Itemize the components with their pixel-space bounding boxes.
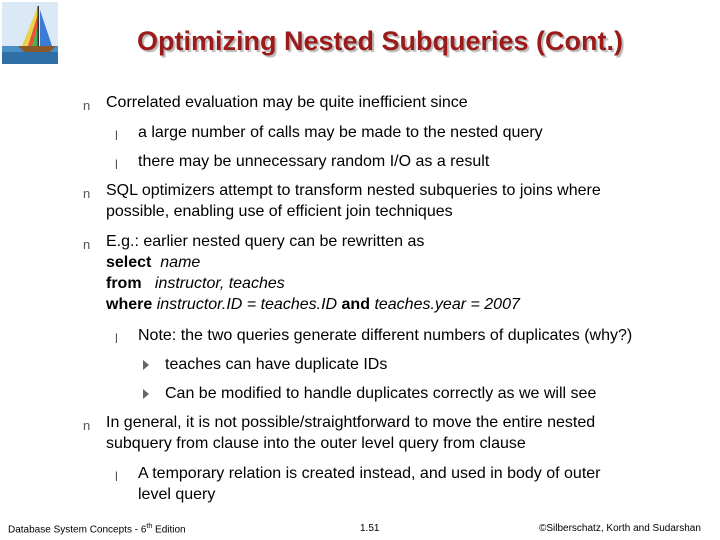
- sub-sub-bullet-duplicates: teaches can have duplicate IDs: [165, 356, 388, 373]
- bullet-in-general-line2: subquery from clause into the outer level query from clause: [106, 435, 526, 452]
- bullet-eg-line1: E.g.: earlier nested query can be rewritten as: [106, 233, 425, 250]
- sub-bullet-temporary-line2: level query: [138, 486, 216, 503]
- footer-book-title-main: Database System Concepts - 6: [8, 524, 147, 536]
- sub-bullet-note: Note: the two queries generate different numbers of duplicates (why?): [138, 327, 633, 344]
- sub-bullet-calls: a large number of calls may be made to the nested query: [138, 124, 543, 141]
- footer-book-edition-sup: th: [146, 523, 153, 530]
- bullet-marker: n: [83, 237, 91, 252]
- triangle-right-icon: [143, 360, 149, 370]
- sub-bullet-temporary-line1: A temporary relation is created instead, and used in body of outer: [138, 465, 601, 482]
- sub-bullet-marker: l: [115, 157, 118, 172]
- sql-keyword-and: and: [341, 296, 370, 313]
- sql-where-condition-1: instructor.ID = teaches.ID: [156, 296, 338, 313]
- bullet-in-general-line1: In general, it is not possible/straightforward to move the entire nested: [106, 414, 596, 431]
- sql-keyword-from: from: [106, 275, 142, 292]
- sql-keyword-select: select: [106, 254, 152, 271]
- triangle-right-icon: [143, 389, 149, 399]
- query-where-line: [106, 294, 520, 315]
- sql-from-value: instructor, teaches: [154, 275, 285, 292]
- sub-sub-bullet-modified: Can be modified to handle duplicates correctly as we will see: [165, 385, 597, 402]
- sql-select-value: name: [160, 254, 201, 271]
- sub-bullet-marker: l: [115, 469, 118, 484]
- sub-bullet-random-io: there may be unnecessary random I/O as a result: [138, 153, 490, 170]
- bullet-marker: n: [83, 98, 91, 113]
- bullet-sql-optimizers-line1: SQL optimizers attempt to transform nested subqueries to joins where: [106, 182, 601, 199]
- query-select-line: [106, 252, 200, 273]
- bullet-marker: n: [83, 186, 91, 201]
- footer-book-title-end: Edition: [152, 524, 186, 536]
- footer-book-title: [8, 523, 186, 535]
- slide-title: Optimizing Nested Subqueries (Cont.): [136, 26, 623, 56]
- sql-where-condition-2: teaches.year = 2007: [374, 296, 520, 313]
- footer-page-number: 1.51: [360, 523, 380, 534]
- sailboat-logo-icon: [2, 2, 58, 64]
- footer-copyright: ©Silberschatz, Korth and Sudarshan: [539, 523, 701, 534]
- sub-bullet-marker: l: [115, 128, 118, 143]
- sql-keyword-where: where: [106, 296, 153, 313]
- sub-bullet-marker: l: [115, 331, 118, 346]
- query-from-line: [106, 273, 285, 294]
- bullet-sql-optimizers-line2: possible, enabling use of efficient join techniques: [106, 203, 453, 220]
- bullet-marker: n: [83, 418, 91, 433]
- bullet-correlated: Correlated evaluation may be quite inefficient since: [106, 94, 468, 111]
